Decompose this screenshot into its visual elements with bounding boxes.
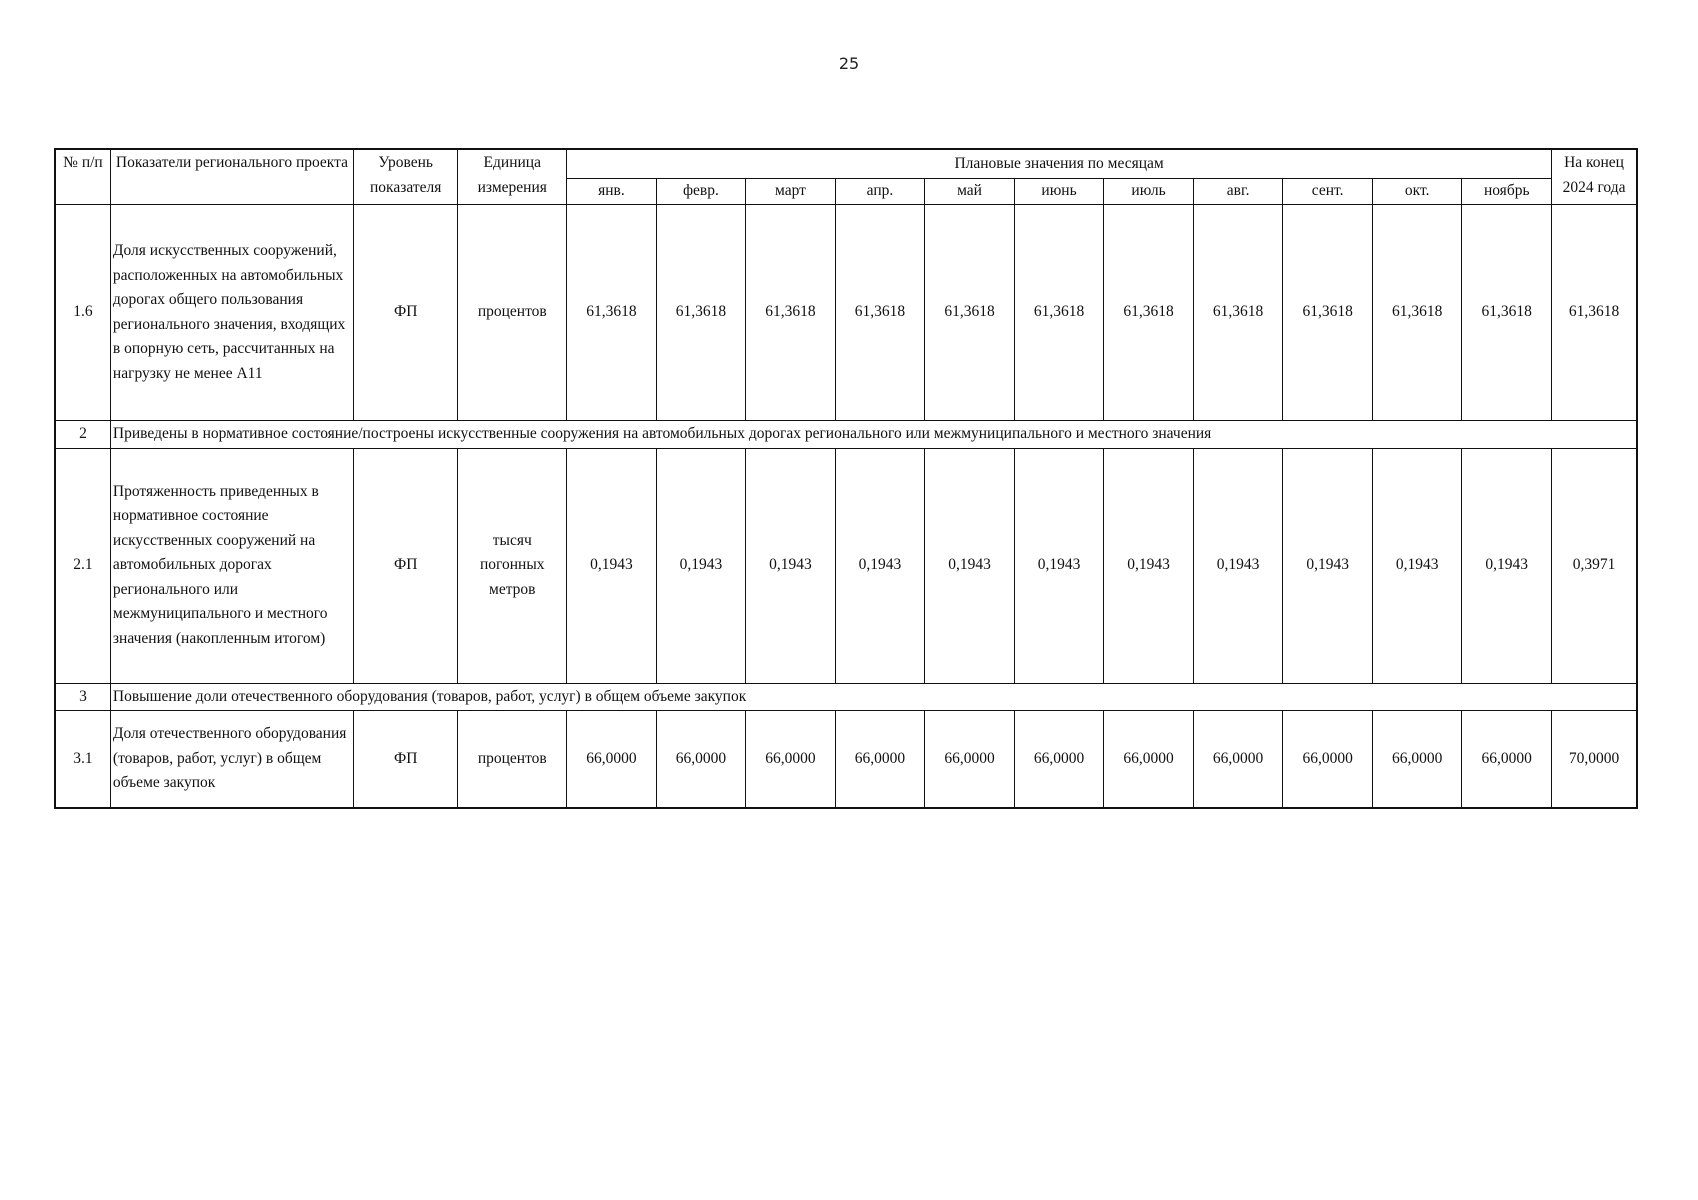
indicator-name: Доля искусственных сооружений, расположенных на автомобильных дорогах общего пользования регионального значения, входящих в опорную сеть, рассчитанных на нагрузку не менее А11 [110, 205, 353, 421]
month-value: 61,3618 [1104, 205, 1194, 421]
end-value: 0,3971 [1552, 448, 1637, 683]
monthly-plan-header: Плановые значения по месяцам [567, 149, 1552, 178]
month-value: 61,3618 [1193, 205, 1283, 421]
month-value: 61,3618 [1014, 205, 1104, 421]
indicator-name: Доля отечественного оборудования (товаров, работ, услуг) в общем объеме закупок [110, 711, 353, 809]
month-header: авг. [1193, 178, 1283, 205]
indicator-unit: процентов [458, 205, 567, 421]
month-value: 66,0000 [925, 711, 1015, 809]
month-value: 61,3618 [1462, 205, 1552, 421]
month-value: 61,3618 [1372, 205, 1462, 421]
section-number: 3 [55, 683, 110, 711]
month-header: окт. [1372, 178, 1462, 205]
month-value: 0,1943 [1014, 448, 1104, 683]
row-number: 3.1 [55, 711, 110, 809]
month-value: 0,1943 [746, 448, 836, 683]
num-header: № п/п [55, 149, 110, 205]
section-row [55, 421, 1637, 449]
month-value: 0,1943 [835, 448, 925, 683]
month-value: 61,3618 [1283, 205, 1373, 421]
month-value: 0,1943 [1372, 448, 1462, 683]
table-row [55, 448, 1637, 683]
header-row [55, 149, 1637, 178]
section-title: Приведены в нормативное состояние/построены искусственные сооружения на автомобильных дорогах регионального или межмуниципального и местного значения [110, 421, 1637, 449]
month-header: июль [1104, 178, 1194, 205]
indicator-level: ФП [353, 205, 457, 421]
month-header: сент. [1283, 178, 1373, 205]
month-value: 66,0000 [1193, 711, 1283, 809]
month-value: 61,3618 [746, 205, 836, 421]
month-value: 0,1943 [1193, 448, 1283, 683]
month-header: февр. [656, 178, 746, 205]
month-value: 66,0000 [835, 711, 925, 809]
month-header: янв. [567, 178, 657, 205]
month-header: июнь [1014, 178, 1104, 205]
indicator-level: ФП [353, 711, 457, 809]
month-value: 0,1943 [567, 448, 657, 683]
month-value: 61,3618 [835, 205, 925, 421]
row-number: 2.1 [55, 448, 110, 683]
month-header: март [746, 178, 836, 205]
month-value: 66,0000 [1014, 711, 1104, 809]
end-value: 70,0000 [1552, 711, 1637, 809]
month-value: 66,0000 [1372, 711, 1462, 809]
indicator-name: Протяженность приведенных в нормативное состояние искусственных сооружений на автомобильных дорогах регионального или межмуниципального и местного значения (накопленным итогом) [110, 448, 353, 683]
month-value: 61,3618 [656, 205, 746, 421]
month-header: ноябрь [1462, 178, 1552, 205]
month-value: 66,0000 [1462, 711, 1552, 809]
month-header: апр. [835, 178, 925, 205]
indicator-unit: процентов [458, 711, 567, 809]
month-value: 0,1943 [1283, 448, 1373, 683]
level-header: Уровень показателя [353, 149, 457, 205]
table-row [55, 711, 1637, 809]
month-value: 0,1943 [1462, 448, 1552, 683]
indicator-unit: тысяч погонных метров [458, 448, 567, 683]
table-row [55, 205, 1637, 421]
section-row [55, 683, 1637, 711]
month-value: 0,1943 [925, 448, 1015, 683]
month-value: 61,3618 [925, 205, 1015, 421]
month-value: 61,3618 [567, 205, 657, 421]
end-value-header: На конец 2024 года [1552, 149, 1637, 205]
month-value: 66,0000 [1283, 711, 1373, 809]
row-number: 1.6 [55, 205, 110, 421]
end-value: 61,3618 [1552, 205, 1637, 421]
month-header: май [925, 178, 1015, 205]
indicator-header: Показатели регионального проекта [110, 149, 353, 205]
month-value: 66,0000 [656, 711, 746, 809]
month-value: 0,1943 [656, 448, 746, 683]
month-value: 0,1943 [1104, 448, 1194, 683]
unit-header: Единица измерения [458, 149, 567, 205]
section-title: Повышение доли отечественного оборудования (товаров, работ, услуг) в общем объеме закупок [110, 683, 1637, 711]
indicator-level: ФП [353, 448, 457, 683]
section-number: 2 [55, 421, 110, 449]
month-value: 66,0000 [746, 711, 836, 809]
month-value: 66,0000 [1104, 711, 1194, 809]
plan-table [54, 148, 1638, 809]
month-value: 66,0000 [567, 711, 657, 809]
page-number: 25 [838, 54, 860, 73]
